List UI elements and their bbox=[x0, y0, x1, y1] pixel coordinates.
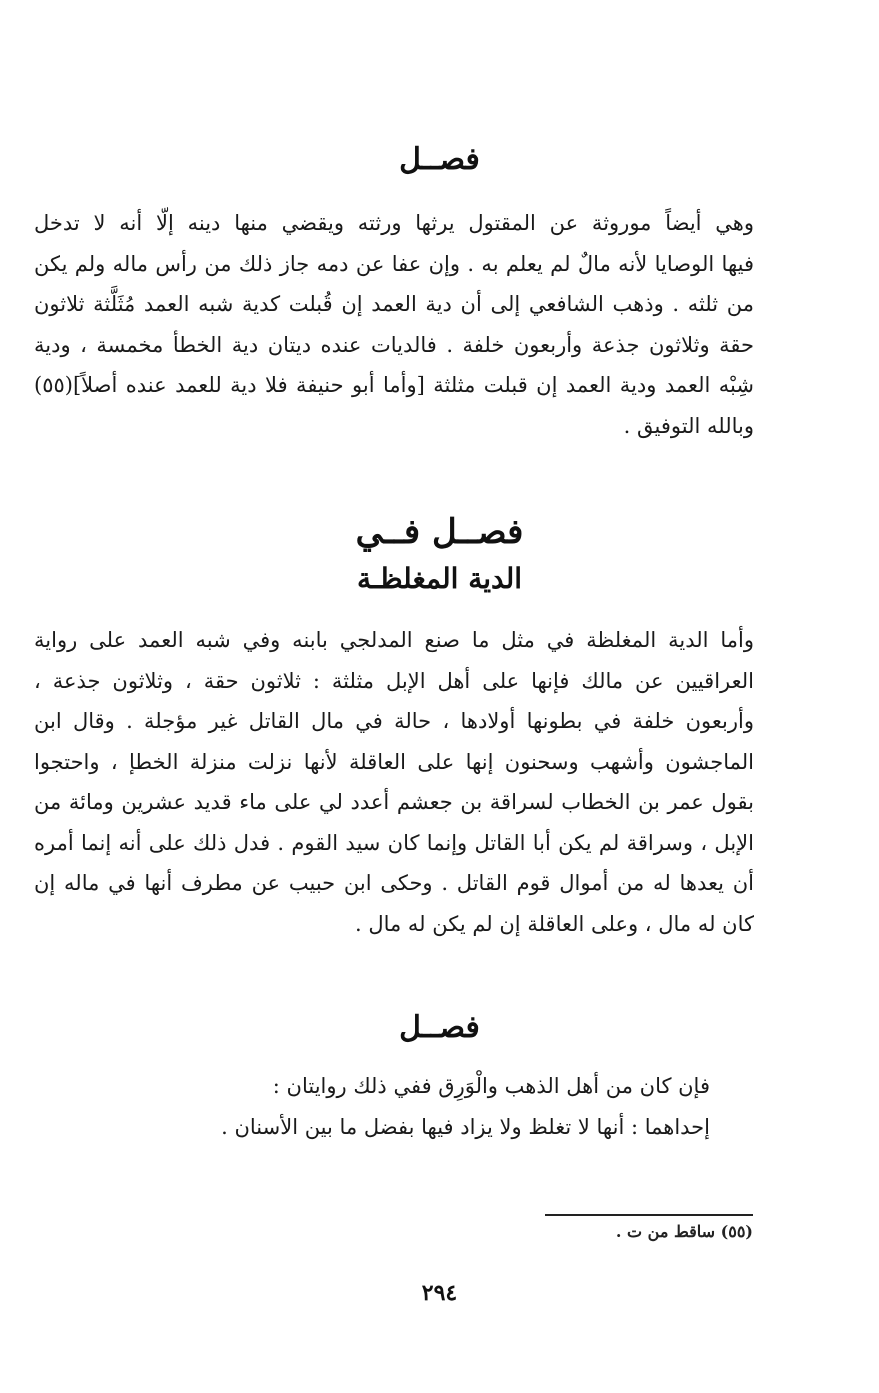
paragraph-blood-money-inheritance bbox=[34, 203, 754, 446]
section-heading: فصــل bbox=[399, 142, 480, 177]
text-line: كان له مال ، وعلى العاقلة إن لم يكن له مال . bbox=[354, 911, 754, 936]
text-line: بقول عمر بن الخطاب لسراقة بن جعشم أعدد لي على ماء قديد عشرين ومائة من bbox=[34, 790, 754, 814]
text-line: حقة وثلاثون جذعة وأربعون خلفة . فالديات عنده ديتان دية الخطأ مخمسة ، ودية bbox=[34, 332, 754, 357]
text-line: وأربعون خلفة في بطونها أولادها ، حالة في مال القاتل غير مؤجلة . وقال ابن bbox=[34, 709, 754, 733]
text-line: من ثلثه . وذهب الشافعي إلى أن دية العمد إن قُبلت كدية شبه العمد مُثَلَّثة ثلاثون bbox=[34, 292, 754, 316]
text-line: الإبل ، وسراقة لم يكن أبا القاتل وإنما كان سيد القوم . فدل ذلك على أنه إنما أمره bbox=[34, 830, 754, 855]
paragraph-gold-silver bbox=[120, 1066, 710, 1147]
text-line: وهي أيضاً موروثة عن المقتول يرثها ورثته ويقضي منها دينه إلّا أنه لا تدخل bbox=[34, 211, 754, 235]
text-line: فإن كان من أهل الذهب والْوَرِق ففي ذلك روايتان : bbox=[272, 1074, 710, 1098]
footnote: (٥٥) ساقط من ت . bbox=[615, 1222, 753, 1241]
section-subheading: الدية المغلظـة bbox=[356, 562, 523, 595]
section-heading: فصــل فــي bbox=[355, 512, 524, 552]
paragraph-aggravated-blood-money bbox=[34, 620, 754, 944]
text-line: وأما الدية المغلظة في مثل ما صنع المدلجي بابنه وفي شبه العمد على رواية bbox=[34, 628, 754, 652]
page-number: ٢٩٤ bbox=[421, 1280, 458, 1306]
section-heading: فصــل bbox=[399, 1010, 480, 1045]
footnote-divider bbox=[545, 1214, 753, 1216]
text-line: العراقيين عن مالك فإنها على أهل الإبل مثلثة : ثلاثون حقة ، وثلاثون جذعة ، bbox=[34, 668, 754, 693]
text-line: شِبْه العمد ودية العمد إن قبلت مثلثة [وأما أبو حنيفة فلا دية للعمد عنده أصلاً](٥٥) bbox=[34, 373, 754, 397]
text-line: وبالله التوفيق . bbox=[623, 413, 754, 438]
text-line: إحداهما : أنها لا تغلظ ولا يزاد فيها بفضل ما بين الأسنان . bbox=[221, 1114, 710, 1139]
text-line: فيها الوصايا لأنه مالٌ لم يعلم به . وإن عفا عن دمه جاز ذلك من رأس ماله ولم يكن bbox=[34, 251, 754, 276]
text-line: أن يعدها له من أموال قوم القاتل . وحكى ابن حبيب عن مطرف أنها في ماله إن bbox=[34, 871, 754, 895]
text-line: الماجشون وأشهب وسحنون إنها على العاقلة لأنها نزلت منزلة الخطإ ، واحتجوا bbox=[34, 749, 754, 774]
